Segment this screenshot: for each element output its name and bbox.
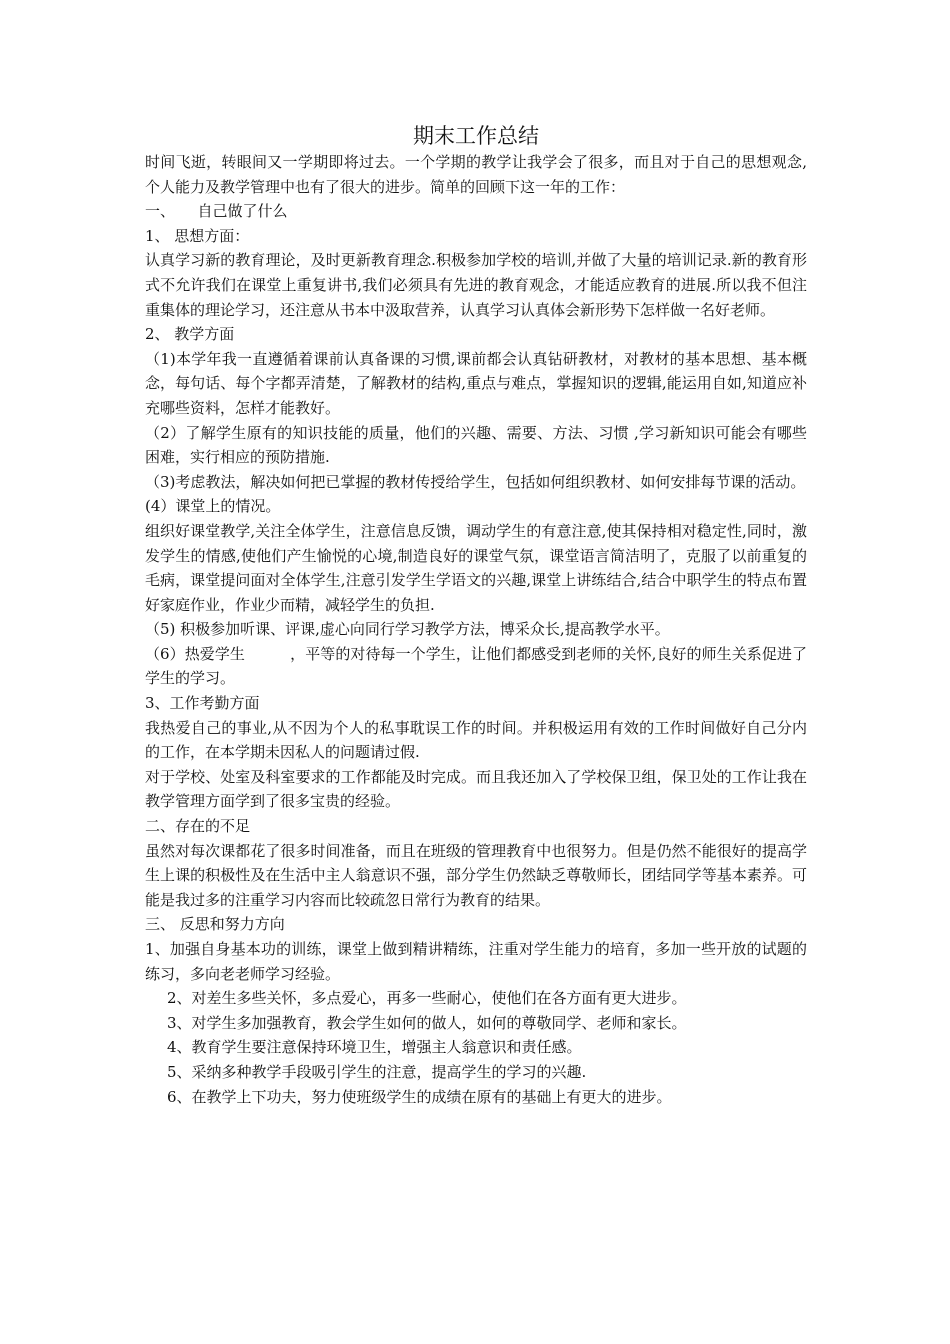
teaching-item-4: (4）课堂上的情况。 bbox=[145, 497, 281, 516]
teaching-item-2: （2）了解学生原有的知识技能的质量，他们的兴趣、需要、方法、习惯 ,学习新知识可能会有哪些困难，实行相应的预防措施. bbox=[145, 423, 807, 467]
thought-paragraph: 认真学习新的教育理论，及时更新教育理念.积极参加学校的培训,并做了大量的培训记录.新的教育形式不允许我们在课堂上重复讲书,我们必须具有先进的教育观念，才能适应教育的进展.所以我不但注重集体的理论学习，还注意从书本中汲取营养，认真学习认真体会新形势下怎样做一名好老师。 bbox=[145, 251, 807, 319]
direction-item-5: 5、采纳多种教学手段吸引学生的注意，提高学生的学习的兴趣. bbox=[167, 1062, 587, 1081]
subsection-heading-teaching: 2、 教学方面 bbox=[145, 325, 235, 344]
teaching-item-1: （1)本学年我一直遵循着课前认真备课的习惯,课前都会认真钻研教材，对教材的基本思想、基本概念，每句话、每个字都弄清楚，了解教材的结构,重点与难点，掌握知识的逻辑,能运用自如,知道应补充哪些资料，怎样才能教好。 bbox=[145, 349, 807, 417]
direction-item-4: 4、教育学生要注意保持环境卫生，增强主人翁意识和责任感。 bbox=[167, 1038, 582, 1057]
document-page bbox=[145, 122, 807, 1109]
attendance-paragraph-1: 我热爱自己的事业,从不因为个人的私事耽误工作的时间。并积极运用有效的工作时间做好自己分内的工作，在本学期未因私人的问题请过假. bbox=[145, 718, 807, 762]
teaching-item-5: （5) 积极参加听课、评课,虚心向同行学习教学方法，博采众长,提高教学水平。 bbox=[145, 620, 670, 639]
shortcomings-paragraph: 虽然对每次课都花了很多时间准备，而且在班级的管理教育中也很努力。但是仍然不能很好的提高学生上课的积极性及在生活中主人翁意识不强，部分学生仍然缺乏尊敬师长，团结同学等基本素养。可能是我过多的注重学习内容而比较疏忽日常行为教育的结果。 bbox=[145, 841, 807, 909]
teaching-item-3: （3)考虑教法，解决如何把已掌握的教材传授给学生，包括如何组织教材、如何安排每节课的活动。 bbox=[145, 472, 806, 491]
document-title: 期末工作总结 bbox=[413, 124, 539, 148]
intro-paragraph: 时间飞逝，转眼间又一学期即将过去。一个学期的教学让我学会了很多，而且对于自己的思想观念,个人能力及教学管理中也有了很大的进步。简单的回顾下这一年的工作： bbox=[145, 153, 807, 196]
subsection-heading-thought: 1、 思想方面： bbox=[145, 226, 250, 245]
section-heading-3: 三、 反思和努力方向 bbox=[145, 915, 285, 934]
attendance-paragraph-2: 对于学校、处室及科室要求的工作都能及时完成。而且我还加入了学校保卫组，保卫处的工作让我在教学管理方面学到了很多宝贵的经验。 bbox=[145, 767, 807, 811]
teaching-item-6: （6）热爱学生 ，平等的对待每一个学生，让他们都感受到老师的关怀,良好的师生关系促进了学生的学习。 bbox=[145, 644, 807, 688]
section-heading-2: 二、存在的不足 bbox=[145, 817, 251, 836]
direction-item-1: 1、加强自身基本功的训练，课堂上做到精讲精练，注重对学生能力的培育，多加一些开放的试题的练习，多向老老师学习经验。 bbox=[145, 940, 807, 983]
direction-item-6: 6、在教学上下功夫，努力使班级学生的成绩在原有的基础上有更大的进步。 bbox=[167, 1087, 672, 1106]
section-heading-1: 一、 自己做了什么 bbox=[145, 202, 288, 221]
subsection-heading-attendance: 3、工作考勤方面 bbox=[145, 694, 260, 713]
direction-item-2: 2、对差生多些关怀，多点爱心，再多一些耐心，使他们在各方面有更大进步。 bbox=[167, 989, 687, 1008]
direction-item-3: 3、对学生多加强教育，教会学生如何的做人，如何的尊敬同学、老师和家长。 bbox=[167, 1013, 687, 1032]
classroom-paragraph: 组织好课堂教学,关注全体学生，注意信息反馈，调动学生的有意注意,使其保持相对稳定性,同时，激发学生的情感,使他们产生愉悦的心境,制造良好的课堂气氛，课堂语言简洁明了，克服了以前重复的毛病，课堂提问面对全体学生,注意引发学生学语文的兴趣,课堂上讲练结合,结合中职学生的特点布置好家庭作业，作业少而精，减轻学生的负担. bbox=[145, 521, 807, 614]
